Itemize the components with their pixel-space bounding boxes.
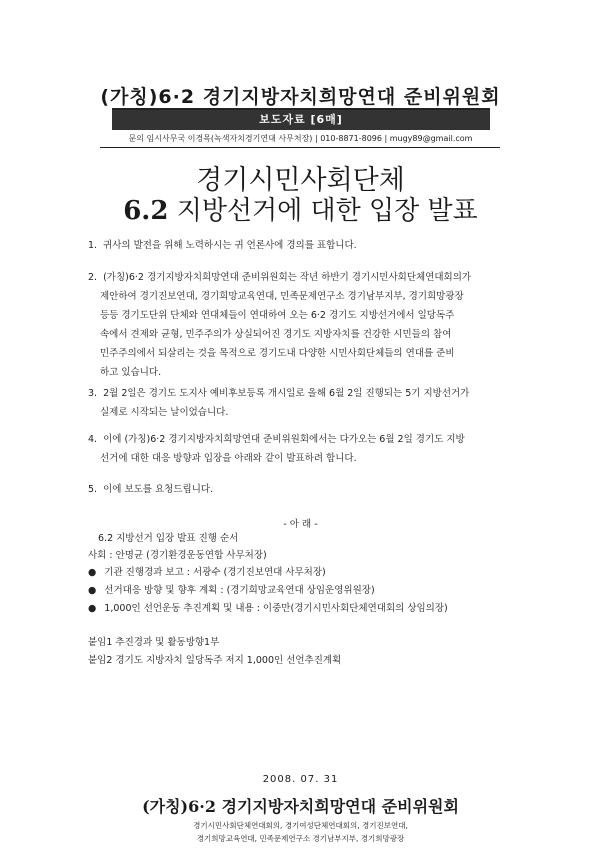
paragraph-number: 4. bbox=[88, 434, 98, 445]
paragraph-2 bbox=[88, 268, 514, 382]
paragraph-5 bbox=[88, 480, 514, 499]
paragraph-number: 3. bbox=[88, 388, 98, 399]
paragraph-4 bbox=[88, 430, 514, 468]
order-title: 6.2 지방선거 입장 발표 진행 순서 bbox=[98, 533, 239, 544]
paragraph-line: 속에서 견제와 균형, 민주주의가 상실되어진 경기도 지방자치를 건강한 시민들의 참여 bbox=[100, 329, 452, 340]
paragraph-1 bbox=[88, 236, 514, 255]
paragraph-line: 귀사의 발전을 위해 노력하시는 귀 언론사에 경의를 표합니다. bbox=[103, 240, 357, 251]
attachment-2: 붙임2 경기도 지방자치 일당독주 저지 1,000인 선언추진계획 bbox=[88, 655, 342, 666]
paragraph-line: 선거에 대한 대응 방향과 입장을 아래와 같이 발표하려 합니다. bbox=[100, 453, 357, 464]
headline-text: 지방선거에 대한 입장 발표 bbox=[168, 196, 478, 226]
section-marker: - 아 래 - bbox=[283, 519, 318, 530]
press-release-banner: 보도자료 [6매] bbox=[112, 110, 490, 130]
paragraph-line: 2월 2일은 경기도 도지사 예비후보등록 개시일로 올해 6월 2일 진행되는 5기 지방선거가 bbox=[103, 388, 470, 399]
contact-line: 문의 임시사무국 이경목(녹색자치경기연대 사무처장) | 010-8871-8096 | mugy89@gmail.com bbox=[128, 134, 473, 143]
agenda-text: 1,000인 선언운동 추진계획 및 내용 : 이중만(경기시민사회단체연대회의 상임의장) bbox=[104, 603, 448, 614]
paragraph-number: 1. bbox=[88, 240, 98, 251]
headline-line-1: 경기시민사회단체 bbox=[196, 165, 405, 196]
paragraph-number: 2. bbox=[88, 272, 98, 283]
bullet-icon: ● bbox=[88, 603, 97, 614]
paragraph-line: 등등 경기도단위 단체와 연대체들이 연대하여 오는 6·2 경기도 지방선거에서 일당독주 bbox=[100, 310, 455, 321]
issue-date: 2008. 07. 31 bbox=[262, 774, 339, 785]
bullet-icon: ● bbox=[88, 567, 97, 578]
attachment-1: 붙임1 추진경과 및 활동방향1부 bbox=[88, 637, 220, 648]
paragraph-line: 민주주의에서 되살리는 것을 목적으로 경기도내 다양한 시민사회단체들의 연대를 준비 bbox=[100, 348, 455, 359]
paragraph-line: 실제로 시작되는 날이었습니다. bbox=[100, 407, 229, 418]
agenda-item bbox=[88, 564, 326, 581]
org-title: (가칭)6·2 경기지방자치희망연대 준비위원회 bbox=[100, 86, 501, 108]
paragraph-line: 하고 있습니다. bbox=[100, 367, 162, 378]
bullet-icon: ● bbox=[88, 585, 97, 596]
paragraph-line: 이에 보도를 요청드립니다. bbox=[103, 484, 214, 495]
agenda-text: 선거대응 방향 및 향후 계획 : (경기희망교육연대 상임운영위원장) bbox=[104, 585, 375, 596]
headline-line-2 bbox=[0, 190, 601, 227]
agenda-item bbox=[88, 600, 448, 617]
agenda-text: 기관 진행경과 보고 : 서광수 (경기진보연대 사무처장) bbox=[104, 567, 326, 578]
paragraph-line: 이에 (가칭)6·2 경기지방자치희망연대 준비위원회에서는 다가오는 6월 2일 경기도 지방 bbox=[103, 434, 465, 445]
paragraph-3 bbox=[88, 384, 514, 422]
member-orgs-line-2: 경기희망교육연대, 민족문제연구소 경기남부지부, 경기희망광장 bbox=[196, 834, 405, 843]
moderator-line: 사회 : 안명균 (경기환경운동연합 사무처장) bbox=[88, 550, 267, 561]
headline-number: 6.2 bbox=[123, 196, 169, 226]
member-orgs-line-1: 경기시민사회단체연대회의, 경기여성단체연대회의, 경기진보연대, bbox=[193, 821, 408, 830]
paragraph-number: 5. bbox=[88, 484, 98, 495]
paragraph-line: (가칭)6·2 경기지방자치희망연대 준비위원회는 작년 하반기 경기시민사회단체연대회의가 bbox=[103, 272, 472, 283]
agenda-item bbox=[88, 582, 375, 599]
contact-rule bbox=[100, 147, 500, 148]
footer-org: (가칭)6·2 경기지방자치희망연대 준비위원회 bbox=[142, 797, 459, 816]
paragraph-line: 제안하여 경기진보연대, 경기희망교육연대, 민족문제연구소 경기남부지부, 경기희망광장 bbox=[100, 291, 464, 302]
